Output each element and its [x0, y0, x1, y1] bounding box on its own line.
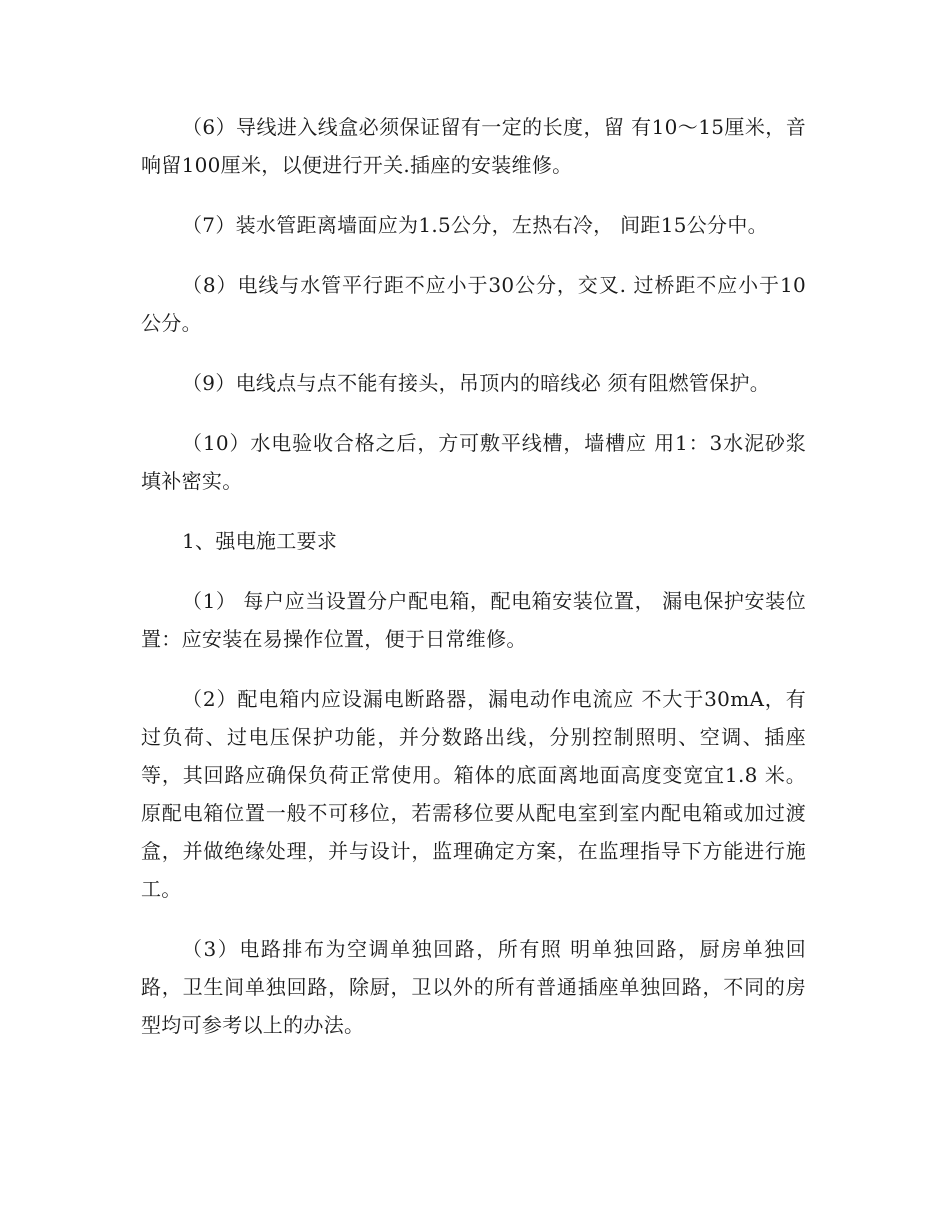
section-paragraph-2: （2）配电箱内应设漏电断路器，漏电动作电流应 不大于30mA，有过负荷、过电压保护功能，并分数路出线，分别控制照明、空调、插座等，其回路应确保负荷正常使用。箱体的底面离地面高度变宽宜1.8 米。原配电箱位置一般不可移位，若需移位要从配电室到室内配电箱或加过渡盒，并做绝缘处理，并与设计，监理确定方案，在监理指导下方能进行施工。 [141, 687, 806, 901]
section-paragraph-1: （1） 每户应当设置分户配电箱，配电箱安装位置， 漏电保护安装位置：应安装在易操作位置，便于日常维修。 [141, 589, 806, 651]
paragraph-item-6: （6）导线进入线盒必须保证留有一定的长度，留 有10～15厘米，音响留100厘米，以便进行开关.插座的安装维修。 [141, 115, 806, 177]
section-heading: 1、强电施工要求 [182, 529, 338, 553]
paragraph-item-8: （8）电线与水管平行距不应小于30公分，交叉. 过桥距不应小于10公分。 [141, 273, 806, 335]
paragraph-item-10: （10）水电验收合格之后，方可敷平线槽，墙槽应 用1：3水泥砂浆填补密实。 [141, 431, 806, 493]
paragraph-item-9: （9）电线点与点不能有接头，吊顶内的暗线必 须有阻燃管保护。 [182, 371, 771, 395]
section-paragraph-3: （3）电路排布为空调单独回路，所有照 明单独回路，厨房单独回路，卫生间单独回路，除厨，卫以外的所有普通插座单独回路，不同的房型均可参考以上的办法。 [141, 937, 806, 1037]
paragraph-item-7: （7）装水管距离墙面应为1.5公分，左热右冷， 间距15公分中。 [182, 213, 768, 237]
document-body [141, 108, 806, 1066]
